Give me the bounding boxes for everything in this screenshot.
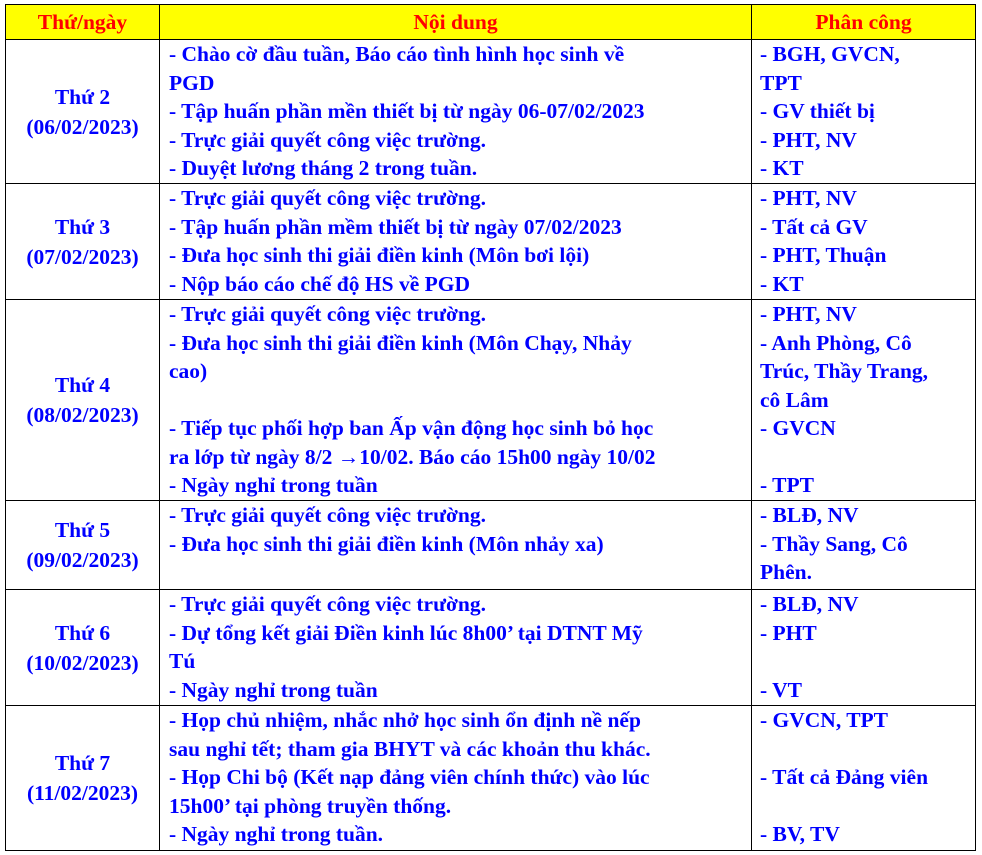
day-date: (10/02/2023) <box>26 650 139 675</box>
content-line: - Trực giải quyết công việc trường. <box>169 186 486 210</box>
assign-line: - GVCN <box>760 416 836 440</box>
header-content: Nội dung <box>160 5 752 40</box>
content-cell <box>160 300 752 501</box>
day-cell <box>6 40 160 184</box>
day-cell <box>6 501 160 590</box>
content-line: - Đưa học sinh thi giải điền kinh (Môn Chạy, Nhảy <box>169 330 632 355</box>
content-line: 15h00’ tại phòng truyền thống. <box>169 793 452 818</box>
schedule-row <box>6 590 976 706</box>
content-cell <box>160 706 752 851</box>
assign-line: - PHT, NV <box>760 186 857 210</box>
assign-line: Phên. <box>760 560 812 584</box>
content-cell <box>160 184 752 300</box>
content-line: - Nộp báo cáo chế độ HS về PGD <box>169 271 470 296</box>
content-line: - Đưa học sinh thi giải điền kinh (Môn bơi lội) <box>169 243 590 267</box>
day-date: (09/02/2023) <box>26 548 139 572</box>
day-name: Thứ 5 <box>54 518 111 542</box>
assign-line <box>760 735 967 764</box>
assign-line: - Thầy Sang, Cô <box>760 531 908 556</box>
content-cell <box>160 590 752 706</box>
weekly-schedule-table <box>5 4 976 851</box>
assign-line: - Tất cả GV <box>760 214 868 239</box>
content-line: - Đưa học sinh thi giải điền kinh (Môn nhảy xa) <box>169 531 604 556</box>
assign-line: - Tất cả Đảng viên <box>760 765 929 789</box>
assign-line: - KT <box>760 156 804 180</box>
assign-line <box>760 792 967 821</box>
content-line: - Họp Chi bộ (Kết nạp đảng viên chính thức) vào lúc <box>169 765 650 789</box>
assign-line: - PHT <box>760 620 817 645</box>
header-day: Thứ/ngày <box>6 5 160 40</box>
content-line: ra lớp từ ngày 8/2 →10/02. Báo cáo 15h00 ngày 10/02 <box>169 444 656 469</box>
assign-line: - BLĐ, NV <box>760 503 859 527</box>
day-date: (11/02/2023) <box>26 781 139 805</box>
day-date: (07/02/2023) <box>26 244 139 269</box>
content-line: - Tập huấn phần mềm thiết bị từ ngày 07/02/2023 <box>169 214 622 239</box>
schedule-row <box>6 300 976 501</box>
content-cell <box>160 501 752 590</box>
assign-cell <box>752 590 976 706</box>
day-date: (06/02/2023) <box>26 114 139 139</box>
schedule-row <box>6 40 976 184</box>
assign-cell <box>752 40 976 184</box>
day-cell <box>6 706 160 851</box>
assign-line: - VT <box>760 677 803 702</box>
assign-line: - PHT, Thuận <box>760 243 887 267</box>
content-line: - Tiếp tục phối hợp ban Ấp vận động học sinh bỏ học <box>169 416 654 440</box>
assign-line: - BV, TV <box>760 822 840 846</box>
content-line: - Họp chủ nhiệm, nhắc nhở học sinh ổn định nề nếp <box>169 708 641 732</box>
content-line: - Trực giải quyết công việc trường. <box>169 302 486 326</box>
assign-line: - KT <box>760 271 804 296</box>
assign-line: - GV thiết bị <box>760 99 875 123</box>
assign-cell <box>752 706 976 851</box>
schedule-row <box>6 706 976 851</box>
content-line: sau nghỉ tết; tham gia BHYT và các khoản thu khác. <box>169 736 651 761</box>
content-line: - Dự tổng kết giải Điền kinh lúc 8h00’ tại DTNT Mỹ <box>169 620 643 645</box>
day-cell <box>6 590 160 706</box>
assign-line: cô Lâm <box>760 387 829 412</box>
assign-cell <box>752 501 976 590</box>
assign-line <box>760 647 967 676</box>
schedule-row <box>6 184 976 300</box>
content-line: - Ngày nghỉ trong tuần. <box>169 822 384 846</box>
assign-line <box>760 443 967 472</box>
assign-line: Trúc, Thầy Trang, <box>760 359 929 383</box>
content-line: - Duyệt lương tháng 2 trong tuần. <box>169 156 478 180</box>
assign-line: - PHT, NV <box>760 302 857 326</box>
assign-line: TPT <box>760 70 802 95</box>
day-cell <box>6 300 160 501</box>
content-line <box>169 386 741 415</box>
assign-line: - PHT, NV <box>760 127 857 152</box>
content-line: - Trực giải quyết công việc trường. <box>169 592 486 616</box>
day-name: Thứ 4 <box>54 373 111 397</box>
content-line: cao) <box>169 359 208 383</box>
header-row <box>6 5 976 40</box>
day-name: Thứ 6 <box>54 620 111 645</box>
assign-line: - BLĐ, NV <box>760 592 859 616</box>
content-line: PGD <box>169 70 215 95</box>
content-line: - Trực giải quyết công việc trường. <box>169 503 486 527</box>
content-line: - Chào cờ đầu tuần, Báo cáo tình hình học sinh về <box>169 42 625 66</box>
assign-line: - TPT <box>760 473 814 497</box>
content-line: - Tập huấn phần mền thiết bị từ ngày 06-07/02/2023 <box>169 99 645 123</box>
content-line: - Trực giải quyết công việc trường. <box>169 127 486 152</box>
content-line: - Ngày nghỉ trong tuần <box>169 677 378 702</box>
day-date: (08/02/2023) <box>26 403 139 427</box>
content-line: - Ngày nghỉ trong tuần <box>169 473 378 497</box>
assign-cell <box>752 184 976 300</box>
day-name: Thứ 2 <box>54 84 111 109</box>
assign-cell <box>752 300 976 501</box>
header-assign: Phân công <box>752 5 976 40</box>
assign-line: - GVCN, TPT <box>760 708 889 732</box>
day-name: Thứ 3 <box>54 214 111 239</box>
day-cell <box>6 184 160 300</box>
day-name: Thứ 7 <box>54 751 111 775</box>
content-cell <box>160 40 752 184</box>
assign-line: - Anh Phòng, Cô <box>760 330 912 355</box>
schedule-row <box>6 501 976 590</box>
content-line: Tú <box>169 649 196 673</box>
assign-line: - BGH, GVCN, <box>760 42 900 66</box>
